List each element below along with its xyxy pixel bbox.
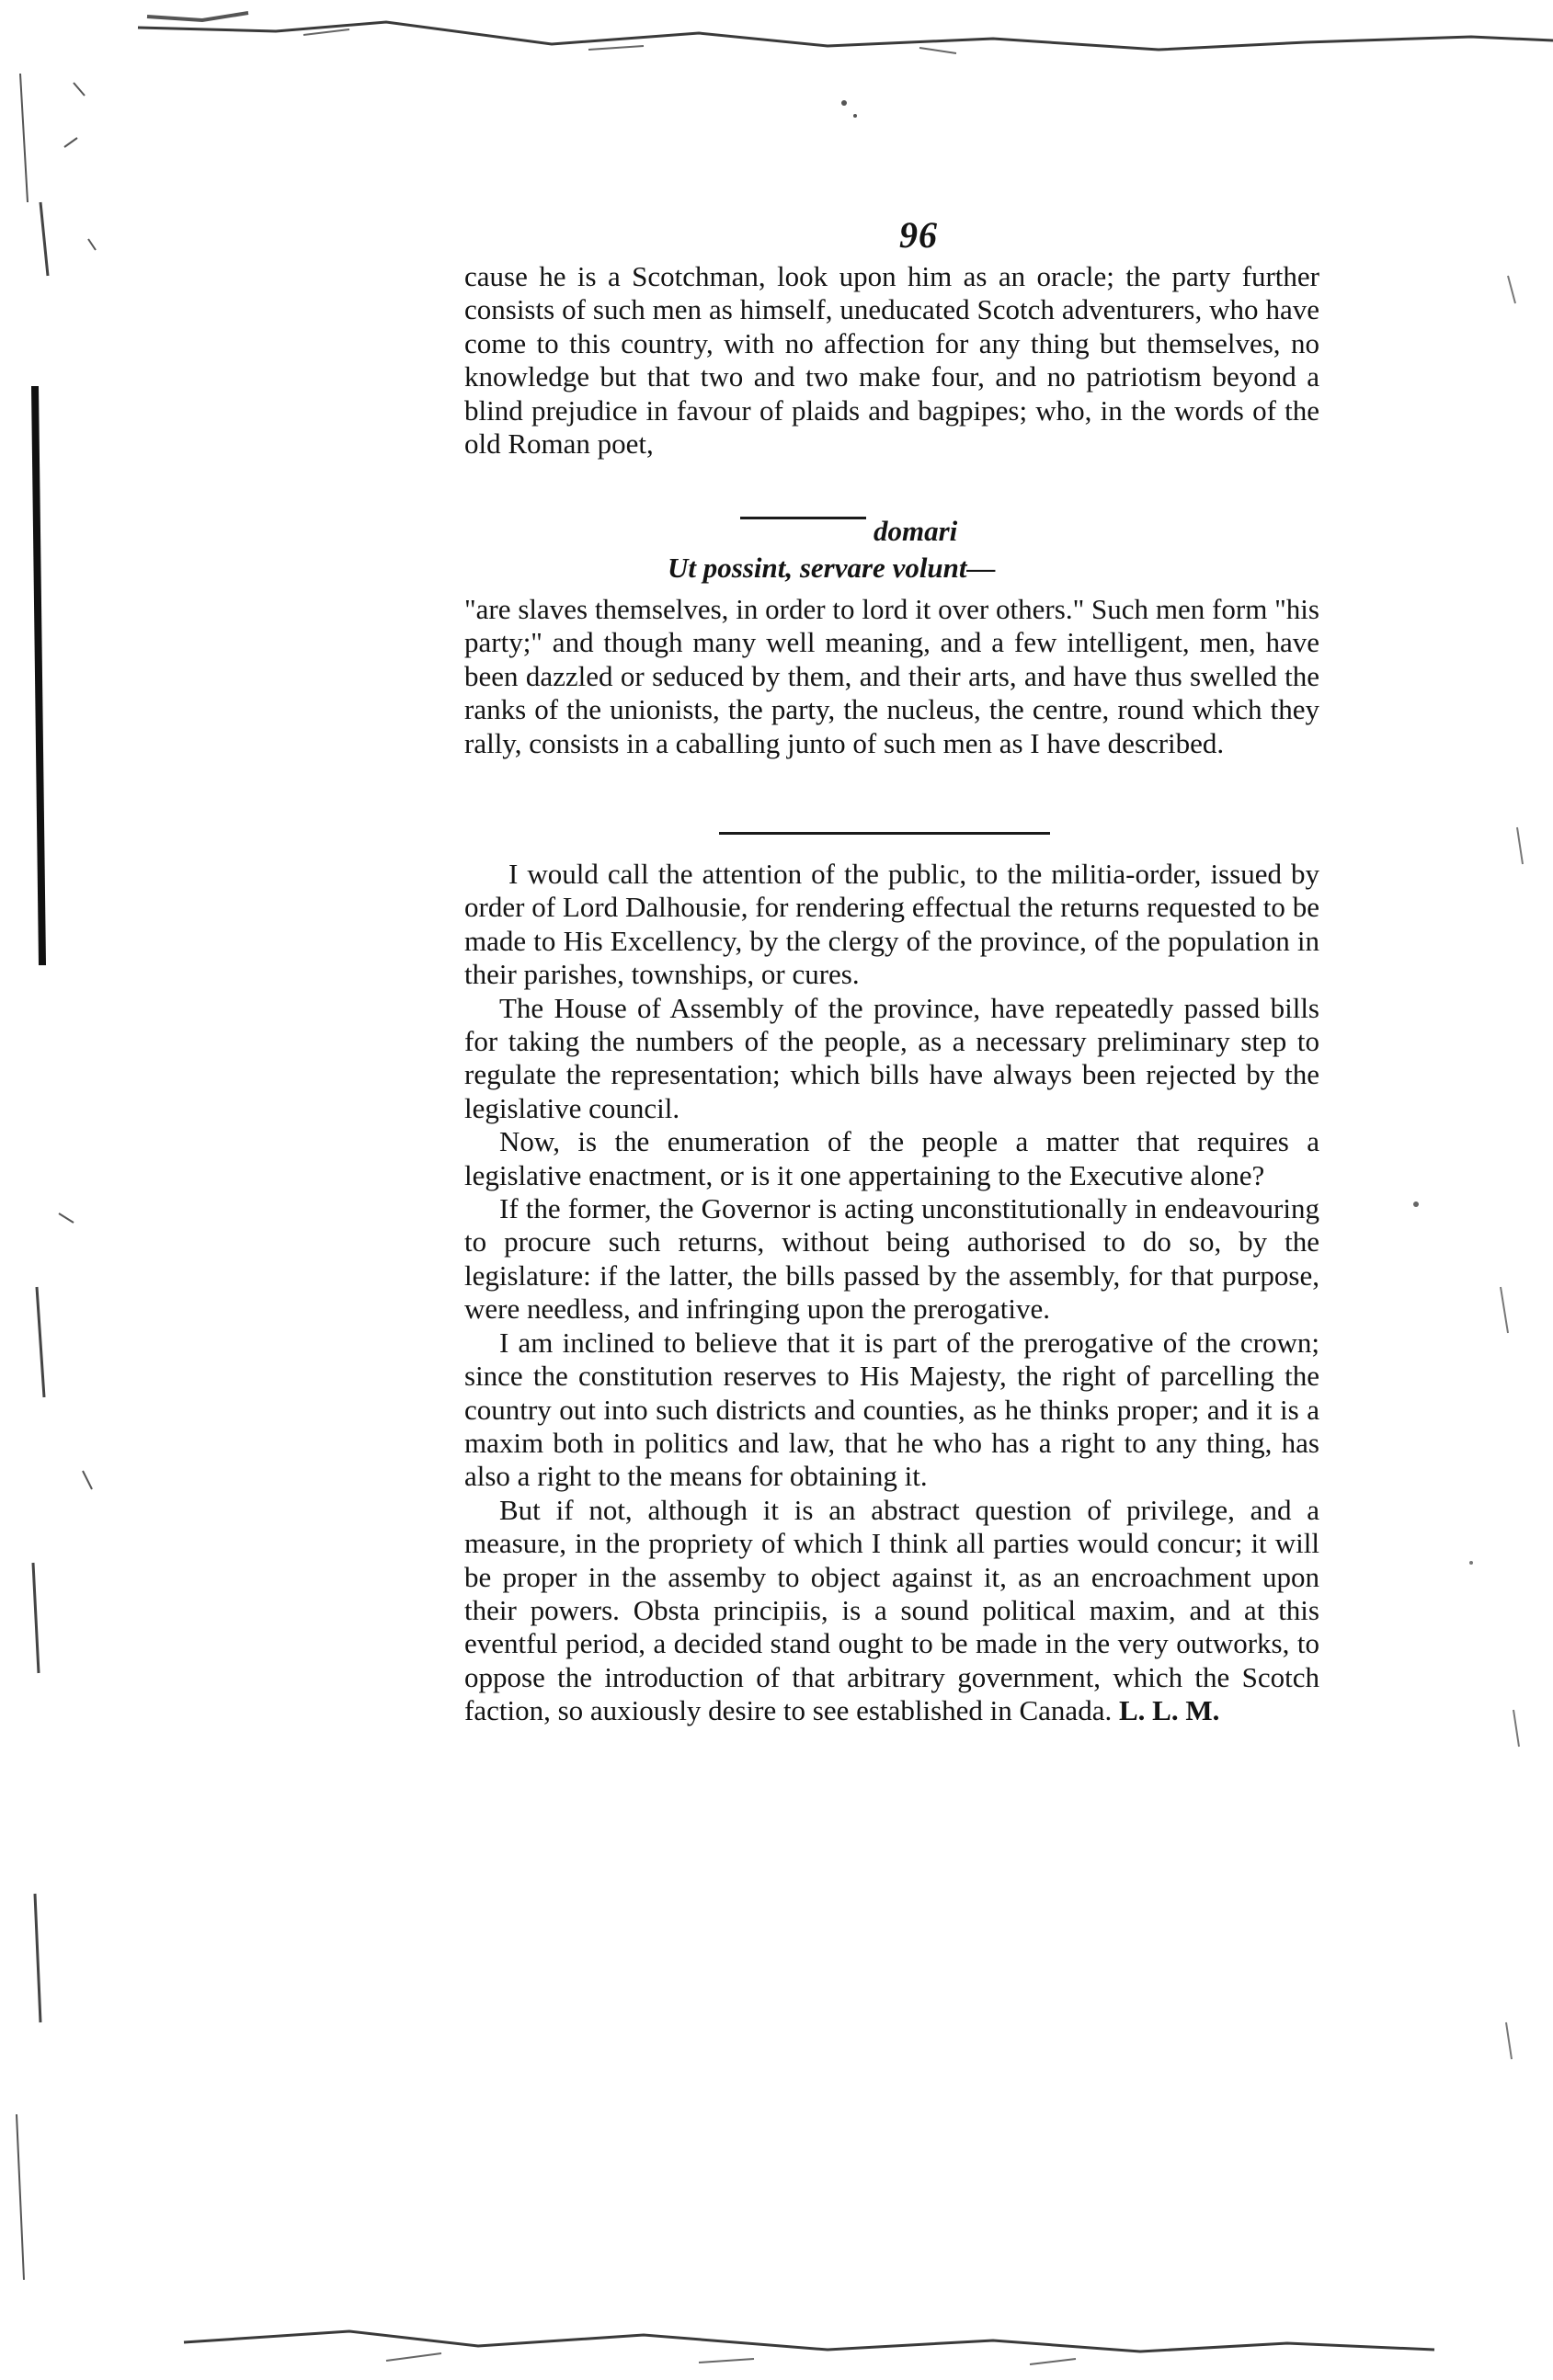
verse-dash-rule — [740, 517, 866, 519]
article-paragraph-4: If the former, the Governor is acting unconstitutionally in endeavouring to procure such returns, without being authorised to do so, by the legislature: if the latter, the bills passed by the assembly, for that purpose, were needless, and infringing upon the prerogative. — [464, 1192, 1319, 1326]
continuation-opening — [464, 260, 1319, 461]
article-paragraph-1: I would call the attention of the public, to the militia-order, issued by order of Lord Dalhousie, for rendering effectual the returns requested to be made to His Excellency, by the clergy of the province, of the population in their parishes, townships, or cures. — [464, 858, 1319, 991]
article-paragraph-6-text: But if not, although it is an abstract question of privilege, and a measure, in the propriety of which I think all parties would concur; it will be proper in the assemby to object against it, as an encroachment upon their powers. Obsta principiis, is a sound political maxim, and at this eventful period, a decided stand ought to be made in the very outworks, to oppose the introduction of that arbitrary government, which the Scotch faction, so auxiously desire to see established in Canada. — [464, 1493, 1319, 1727]
author-signature: L. L. M. — [1118, 1694, 1220, 1727]
article-body — [464, 858, 1319, 1728]
article-paragraph-3: Now, is the enumeration of the people a matter that requires a legislative enactment, or is it one appertaining to the Executive alone? — [464, 1125, 1319, 1191]
section-divider — [719, 832, 1050, 835]
article-paragraph-5: I am inclined to believe that it is part of the prerogative of the crown; since the constitution reserves to His Majesty, the right of parcelling the country out into such districts and counties, as he thinks proper; and it is a maxim both in politics and law, that he who has a right to any thing, has also a right to the means for obtaining it. — [464, 1326, 1319, 1493]
continuation-closing — [464, 593, 1319, 760]
article-paragraph-6 — [464, 1494, 1319, 1728]
continuation-opening-text: cause he is a Scotchman, look upon him as an oracle; the party further consists of such men as himself, uneducated Scotch adventurers, who have come to this country, with no affection for any thing but themselves, no knowledge but that two and two make four, and no patriotism beyond a blind prejudice in favour of plaids and bagpipes; who, in the words of the old Roman poet, — [464, 260, 1319, 461]
latin-verse-line-2: Ut possint, servare volunt— — [668, 552, 996, 584]
page-number: 96 — [899, 214, 938, 256]
latin-verse-line-1: domari — [874, 515, 958, 547]
article-paragraph-2: The House of Assembly of the province, have repeatedly passed bills for taking the numbers of the people, as a necessary preliminary step to regulate the representation; which bills have always been rejected by the legislative council. — [464, 991, 1319, 1124]
continuation-closing-text: "are slaves themselves, in order to lord it over others." Such men form "his party;" and though many well meaning, and a few intelligent, men, have been dazzled or seduced by them, and their arts, and have thus swelled the ranks of the unionists, the party, the nucleus, the centre, round which they rally, consists in a caballing junto of such men as I have described. — [464, 593, 1319, 759]
